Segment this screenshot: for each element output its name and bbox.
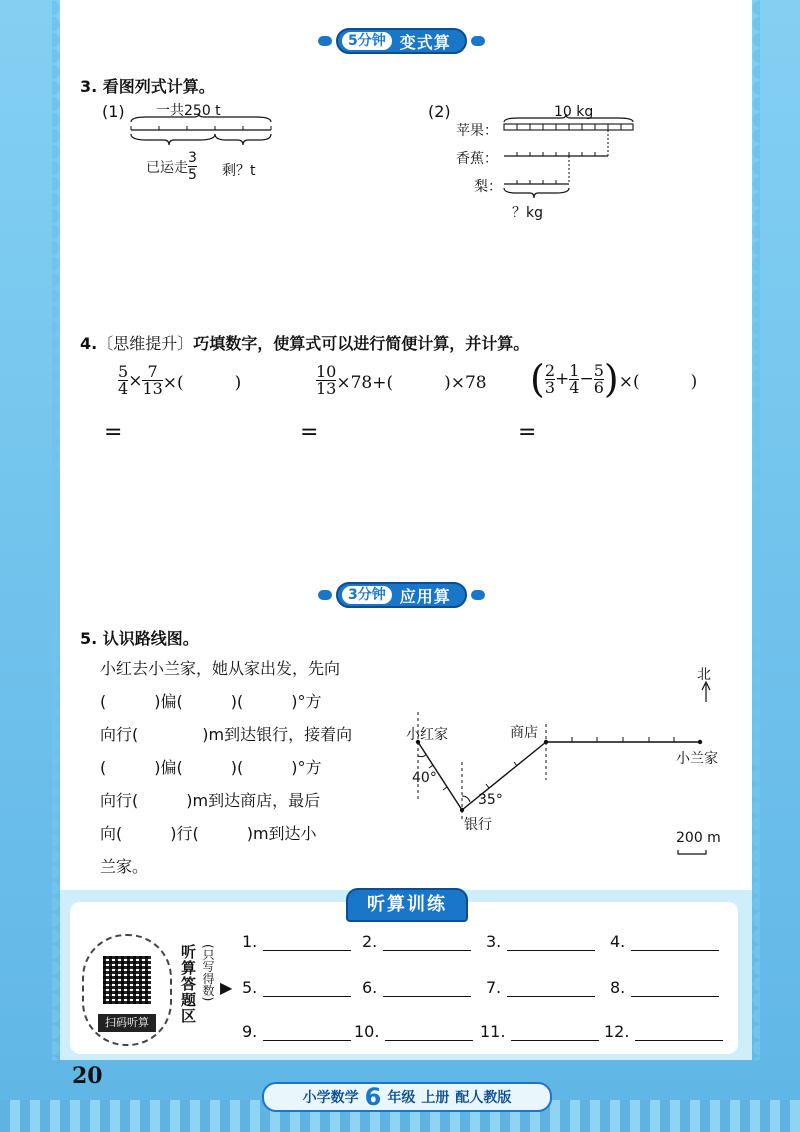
frac-7-13 bbox=[142, 364, 162, 397]
fraction-three-fifths bbox=[188, 150, 197, 183]
den: 13 bbox=[316, 379, 337, 398]
section-time: 5分钟 bbox=[342, 32, 392, 50]
frac-5-4 bbox=[118, 364, 128, 397]
answer-slot-7[interactable] bbox=[486, 978, 595, 997]
section-title: 应用算 bbox=[399, 586, 451, 606]
footer-term: 上册 bbox=[421, 1090, 450, 1106]
footer-edition: 配人教版 bbox=[455, 1090, 512, 1106]
map-angle-35: 35° bbox=[478, 792, 503, 808]
map-home-label: 小红家 bbox=[406, 727, 448, 743]
badge-deco-left bbox=[318, 590, 332, 600]
answer-line[interactable] bbox=[385, 1024, 473, 1041]
frac-1-4 bbox=[569, 360, 580, 397]
frac-5-6 bbox=[593, 360, 604, 397]
q4-expression-2 bbox=[316, 364, 487, 397]
q3-part1-done bbox=[146, 150, 197, 183]
den: 13 bbox=[142, 379, 163, 398]
section-badge-yingyongsuan bbox=[314, 582, 489, 608]
badge-deco-right bbox=[471, 36, 485, 46]
q4-text: 巧填数字，使算式可以进行简便计算，并计算。 bbox=[193, 334, 530, 353]
answer-slot-4[interactable] bbox=[610, 932, 719, 951]
num: 7 bbox=[147, 362, 158, 381]
answer-line[interactable] bbox=[631, 980, 719, 997]
map-shop-label: 商店 bbox=[510, 725, 538, 741]
badge-pill bbox=[336, 582, 467, 608]
answer-number: 12. bbox=[604, 1022, 630, 1041]
num: 1 bbox=[569, 360, 580, 380]
left-scallop-border bbox=[52, 0, 68, 1060]
play-triangle-icon: ▶ bbox=[220, 978, 233, 997]
map-bank-label: 银行 bbox=[464, 817, 492, 833]
answer-number: 7. bbox=[486, 978, 502, 997]
footer-subject: 小学数学 bbox=[302, 1090, 359, 1106]
frac-num: 3 bbox=[188, 150, 197, 166]
answer-slot-9[interactable] bbox=[242, 1022, 351, 1041]
question-3-label: 3. 看图列式计算。 bbox=[80, 77, 215, 96]
section-title: 变式算 bbox=[399, 32, 451, 52]
answer-line[interactable] bbox=[383, 980, 471, 997]
answer-line[interactable] bbox=[635, 1024, 723, 1041]
section-badge-bianshisuan bbox=[314, 28, 489, 54]
q3-part2-apple: 苹果： bbox=[456, 123, 498, 139]
answer-area-title: 听算答题区 bbox=[179, 944, 197, 1024]
paren-open: ( bbox=[530, 357, 545, 401]
answer-line[interactable] bbox=[263, 934, 351, 951]
map-angle-40: 40° bbox=[412, 770, 437, 786]
expr-mid: ×78+( )×78 bbox=[336, 373, 487, 393]
answer-line[interactable] bbox=[631, 934, 719, 951]
answer-number: 5. bbox=[242, 978, 258, 997]
answer-line[interactable] bbox=[511, 1024, 599, 1041]
minus-sign: − bbox=[579, 369, 594, 389]
answer-number: 1. bbox=[242, 932, 258, 951]
answer-line[interactable] bbox=[263, 980, 351, 997]
frac-den: 5 bbox=[188, 167, 197, 183]
plus-sign: + bbox=[555, 369, 570, 389]
answer-area-subtitle: (只写得数) bbox=[201, 944, 215, 1002]
q4-expression-3 bbox=[530, 357, 698, 401]
qr-scan-label: 扫码听算 bbox=[98, 1014, 156, 1032]
footer-grade: 年级 bbox=[387, 1090, 416, 1106]
badge-deco-left bbox=[318, 36, 332, 46]
answer-line[interactable] bbox=[383, 934, 471, 951]
q3-part2-banana: 香蕉： bbox=[456, 151, 498, 167]
q4-expression-1 bbox=[118, 364, 241, 397]
q3-part2-number: (2) bbox=[428, 102, 451, 121]
q3-part1-total: 一共250 t bbox=[156, 103, 221, 119]
footer-grade-number: 6 bbox=[364, 1083, 382, 1111]
paren-close: ) bbox=[603, 357, 619, 401]
equals-2: = bbox=[300, 420, 319, 445]
q3-part1-diagram bbox=[126, 114, 276, 154]
q3-part2-total: 10 kg bbox=[554, 104, 594, 120]
q3-part1-number: (1) bbox=[102, 102, 125, 121]
num: 5 bbox=[118, 362, 129, 381]
den: 6 bbox=[593, 377, 604, 397]
frac-10-13 bbox=[316, 364, 336, 397]
times-sign: × bbox=[128, 370, 143, 391]
equals-1: = bbox=[104, 420, 123, 445]
page-number: 20 bbox=[72, 1063, 103, 1089]
den: 4 bbox=[569, 377, 580, 397]
answer-slot-1[interactable] bbox=[242, 932, 351, 951]
answer-number: 2. bbox=[362, 932, 378, 951]
q3-part2-pear: 梨： bbox=[474, 179, 502, 195]
answer-slot-8[interactable] bbox=[610, 978, 719, 997]
answer-number: 11. bbox=[480, 1022, 506, 1041]
answer-slot-6[interactable] bbox=[362, 978, 471, 997]
q4-number: 4. bbox=[80, 334, 98, 353]
answer-slot-3[interactable] bbox=[486, 932, 595, 951]
badge-pill bbox=[336, 28, 467, 54]
q5-line-7: 兰家。 bbox=[100, 857, 149, 876]
right-scallop-border bbox=[744, 0, 760, 1060]
qr-code-icon[interactable] bbox=[103, 956, 151, 1004]
expr-tail: ×( ) bbox=[618, 371, 698, 392]
answer-number: 3. bbox=[486, 932, 502, 951]
done-prefix: 已运走 bbox=[146, 159, 188, 176]
q5-line-6: 向( )行( )m到达小 bbox=[100, 824, 317, 843]
section-time: 3分钟 bbox=[342, 586, 392, 604]
answer-line[interactable] bbox=[507, 934, 595, 951]
answer-line[interactable] bbox=[263, 1024, 351, 1041]
map-scale-label: 200 m bbox=[676, 830, 721, 846]
listening-title-tab: 听算训练 bbox=[346, 888, 468, 922]
answer-slot-5[interactable] bbox=[242, 978, 351, 997]
map-north-label: 北 bbox=[697, 667, 711, 683]
den: 3 bbox=[544, 377, 556, 397]
q5-line-5: 向行( )m到达商店，最后 bbox=[100, 791, 321, 810]
frac-2-3 bbox=[544, 360, 556, 397]
badge-deco-right bbox=[471, 590, 485, 600]
answer-number: 9. bbox=[242, 1022, 258, 1041]
expr-tail: ×( ) bbox=[162, 373, 242, 393]
q5-line-3: 向行( )m到达银行，接着向 bbox=[100, 725, 353, 744]
q3-part2-diagram bbox=[500, 114, 640, 204]
q3-part2-ask: ？kg bbox=[512, 205, 543, 221]
q5-line-4: ( )偏( )( )°方 bbox=[100, 758, 322, 777]
q3-part1-rest: 剩？t bbox=[222, 163, 256, 179]
answer-number: 10. bbox=[354, 1022, 380, 1041]
num: 10 bbox=[316, 362, 337, 381]
answer-number: 6. bbox=[362, 978, 378, 997]
question-4-label bbox=[80, 331, 529, 354]
book-footer-badge bbox=[262, 1082, 552, 1112]
question-5-label: 5. 认识路线图。 bbox=[80, 629, 199, 648]
answer-slot-11[interactable] bbox=[480, 1022, 599, 1041]
q4-tag: 〔思维提升〕 bbox=[97, 334, 194, 353]
num: 2 bbox=[544, 360, 556, 380]
answer-line[interactable] bbox=[507, 980, 595, 997]
equals-3: = bbox=[518, 420, 537, 445]
map-lan-label: 小兰家 bbox=[676, 751, 718, 767]
answer-slot-12[interactable] bbox=[604, 1022, 723, 1041]
q5-line-1: 小红去小兰家，她从家出发，先向 bbox=[100, 659, 341, 678]
den: 4 bbox=[118, 379, 129, 398]
answer-slot-2[interactable] bbox=[362, 932, 471, 951]
answer-number: 8. bbox=[610, 978, 626, 997]
q5-line-2: ( )偏( )( )°方 bbox=[100, 692, 322, 711]
answer-slot-10[interactable] bbox=[354, 1022, 473, 1041]
answer-number: 4. bbox=[610, 932, 626, 951]
num: 5 bbox=[593, 360, 604, 380]
